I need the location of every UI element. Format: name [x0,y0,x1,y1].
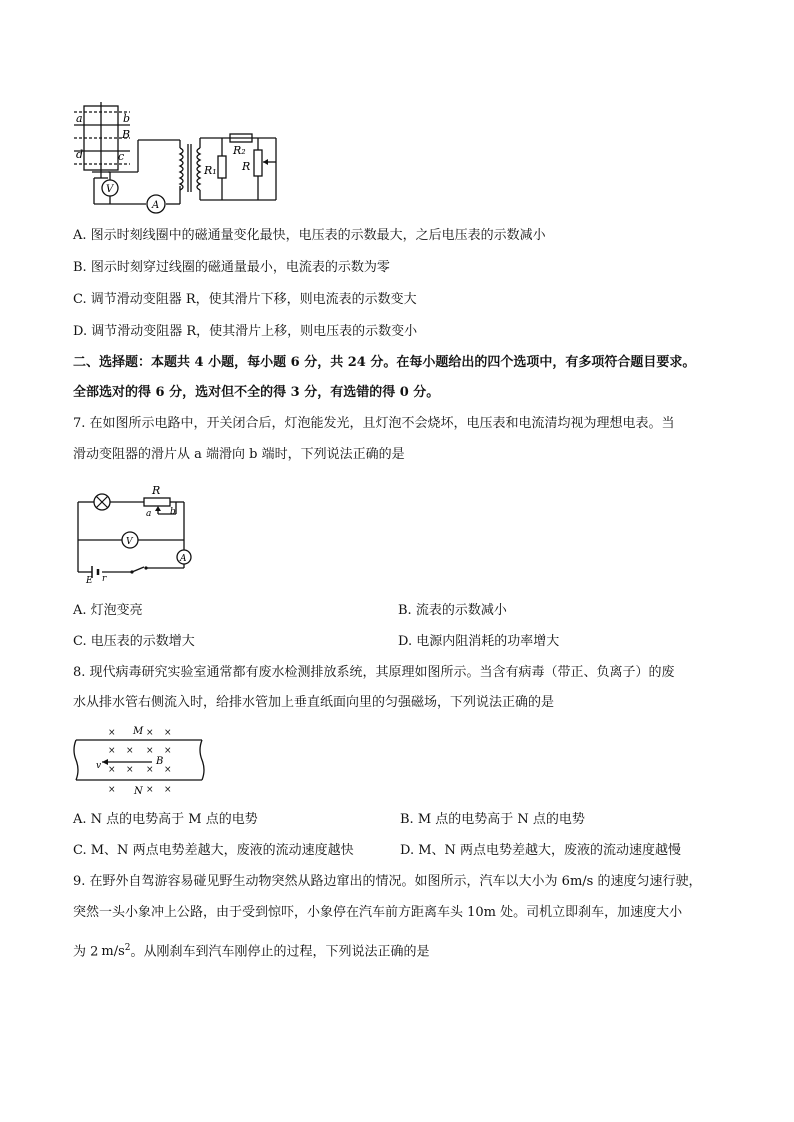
label-a: a [76,112,83,125]
label-r: r [102,574,107,584]
q8-option-c: C. M、N 两点电势差越大，废液的流动速度越快 [73,843,354,858]
label-b: b [170,507,176,517]
section-heading-line1: 二、选择题：本题共 4 小题，每小题 6 分，共 24 分。在每小题给出的四个选项中，有多项符合题目要求。 [73,355,696,370]
q9-unit-exponent: 2 [124,943,131,953]
label-R: R [152,484,161,497]
q9-stem-line3 [73,940,430,960]
label-A: A [152,200,160,211]
field-cross-mark: × [146,728,154,738]
q6-option-a: A. 图示时刻线圈中的磁通量变化最快，电压表的示数最大，之后电压表的示数减小 [73,228,546,243]
label-N: N [134,786,143,797]
q7-circuit-figure [72,484,196,584]
q9-unit: m/s [101,944,125,960]
q7-option-d: D. 电源内阻消耗的功率增大 [398,634,560,649]
label-R1: R₁ [204,164,217,177]
q8-stem-line2: 水从排水管右侧流入时，给排水管加上垂直纸面向里的匀强磁场，下列说法正确的是 [73,695,555,710]
field-cross-mark: × [164,765,172,775]
field-cross-mark: × [108,728,116,738]
label-A: A [180,554,187,564]
field-cross-mark: × [146,765,154,775]
q8-stem-line1: 8. 现代病毒研究实验室通常都有废水检测排放系统，其原理如图所示。当含有病毒（带正、负离子）的废 [73,665,675,680]
field-cross-mark: × [146,746,154,756]
label-M: M [133,726,144,737]
field-cross-mark: × [164,728,172,738]
q9-stem-line1: 9. 在野外自驾游容易碰见野生动物突然从路边窜出的情况。如图所示，汽车以大小为 6m/s 的速度匀速行驶， [73,874,702,889]
field-cross-mark: × [108,765,116,775]
q7-option-b: B. 流表的示数减小 [398,603,507,618]
q7-option-c: C. 电压表的示数增大 [73,634,195,649]
label-V: V [126,537,133,547]
label-d: d [76,148,84,161]
label-v: v [96,761,102,771]
field-cross-mark: × [164,785,172,795]
q9-suffix: 。从刚刹车到汽车刚停止的过程，下列说法正确的是 [130,944,430,960]
generator-transformer-figure [70,100,290,212]
q7-stem-line1: 7. 在如图所示电路中，开关闭合后，灯泡能发光，且灯泡不会烧坏，电压表和电流清均视为理想电表。当 [73,416,675,431]
field-cross-mark: × [108,785,116,795]
q7-option-a: A. 灯泡变亮 [73,603,143,618]
q9-prefix: 为 2 [73,944,99,960]
label-V: V [106,184,114,195]
label-c: c [118,150,125,163]
q9-stem-line2: 突然一头小象冲上公路，由于受到惊吓，小象停在汽车前方距离车头 10m 处。司机立即刹车，加速度大小 [73,905,683,920]
label-R: R [242,160,251,173]
section-heading-line2: 全部选对的得 6 分，选对但不全的得 3 分，有选错的得 0 分。 [73,385,440,400]
q6-option-c: C. 调节滑动变阻器 R，使其滑片下移，则电流表的示数变大 [73,292,417,307]
field-cross-mark: × [126,746,134,756]
label-b: b [123,112,131,125]
q8-option-b: B. M 点的电势高于 N 点的电势 [400,812,585,827]
label-E: E [86,576,93,586]
q8-option-d: D. M、N 两点电势差越大，废液的流动速度越慢 [400,843,682,858]
label-a: a [146,509,152,519]
field-cross-mark: × [126,765,134,775]
q6-option-d: D. 调节滑动变阻器 R，使其滑片上移，则电压表的示数变小 [73,324,418,339]
q8-option-a: A. N 点的电势高于 M 点的电势 [73,812,258,827]
label-B: B [156,756,164,767]
q8-pipe-figure [72,724,212,800]
q6-option-b: B. 图示时刻穿过线圈的磁通量最小，电流表的示数为零 [73,260,390,275]
label-R2: R₂ [233,144,246,157]
field-cross-mark: × [164,746,172,756]
q7-stem-line2: 滑动变阻器的滑片从 a 端滑向 b 端时，下列说法正确的是 [73,447,405,462]
field-cross-mark: × [108,746,116,756]
label-B: B [122,128,131,141]
field-cross-mark: × [146,785,154,795]
